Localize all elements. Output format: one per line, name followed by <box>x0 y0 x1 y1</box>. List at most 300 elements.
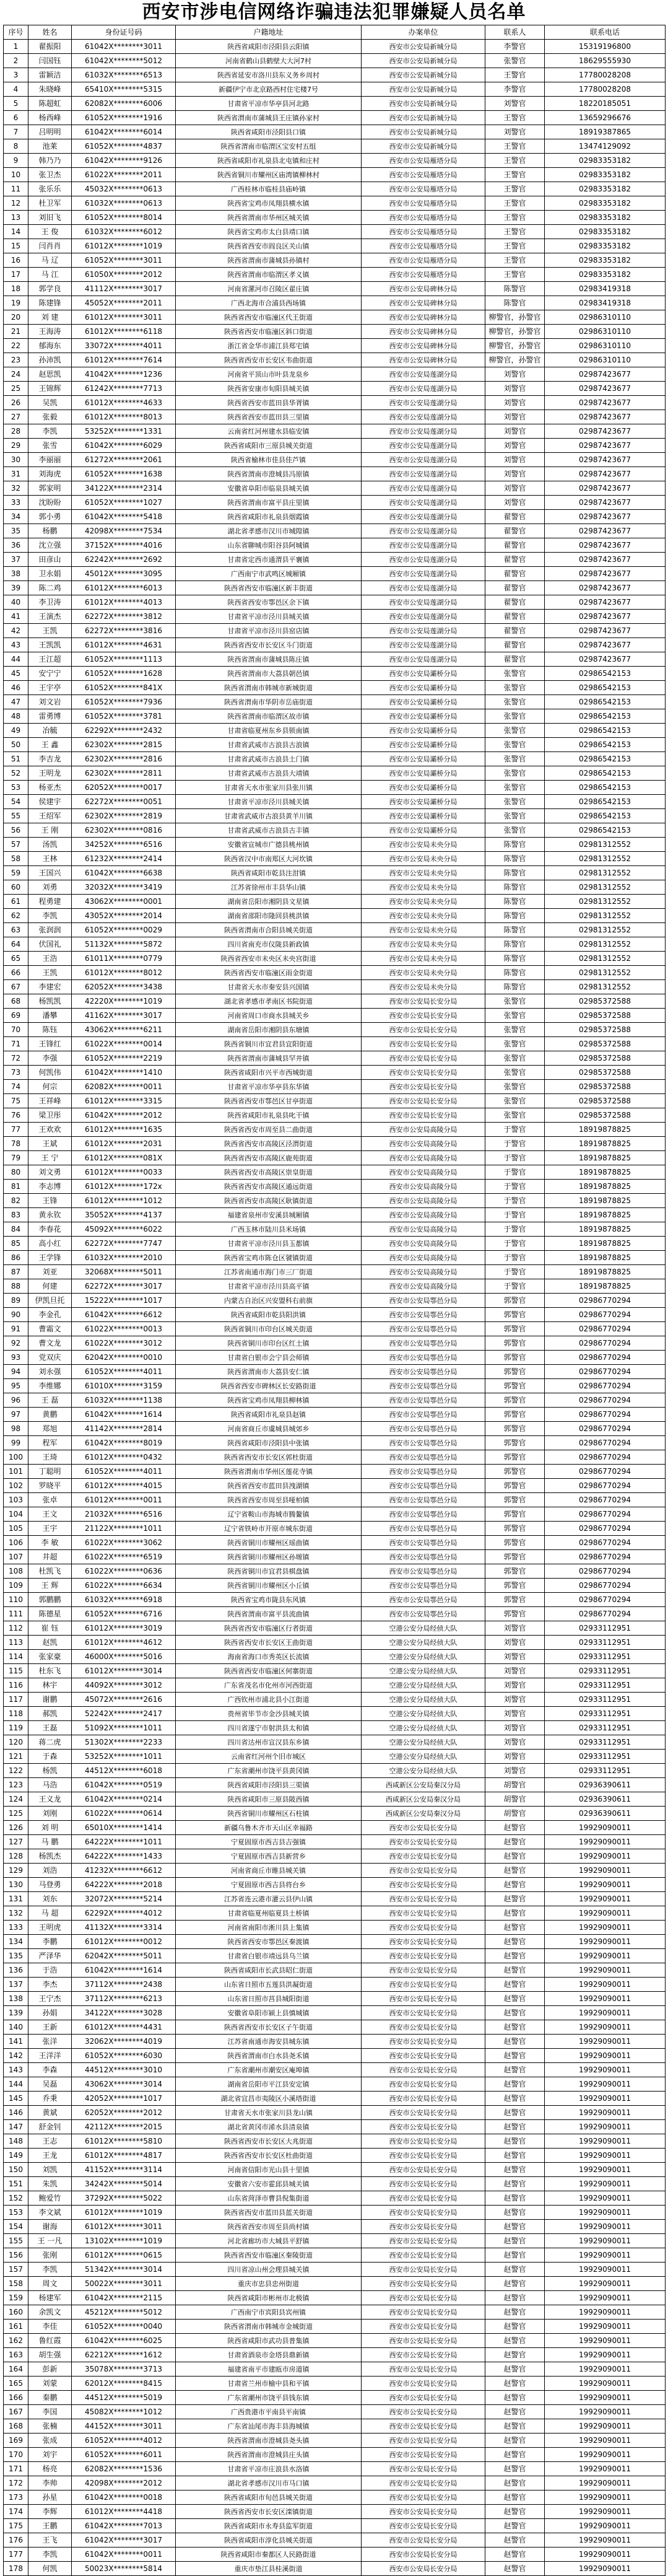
table-row <box>4 1308 666 1322</box>
row-name: 翟振阳 <box>28 40 72 54</box>
row-index: 164 <box>4 2362 28 2377</box>
row-phone: 02983353182 <box>545 154 666 168</box>
row-phone: 19929090011 <box>545 2206 666 2220</box>
table-row <box>4 1009 666 1023</box>
row-id-number: 61042X********2012 <box>72 1108 176 1123</box>
row-address: 陕西省铜川市宜君县宜阳街道 <box>176 1037 362 1051</box>
table-row <box>4 2533 666 2548</box>
row-unit: 西安市公安局长安分局 <box>362 1066 485 1080</box>
row-index: 74 <box>4 1080 28 1094</box>
row-id-number: 37152X********4016 <box>72 538 176 553</box>
row-index: 64 <box>4 937 28 952</box>
row-contact: 赵警官 <box>485 2419 545 2434</box>
row-contact: 郭警官 <box>485 1479 545 1493</box>
row-index: 48 <box>4 709 28 724</box>
row-phone: 19929090011 <box>545 2220 666 2234</box>
row-phone: 02986770294 <box>545 1308 666 1322</box>
row-name: 郭学良 <box>28 282 72 296</box>
row-name: 何凯伟 <box>28 1066 72 1080</box>
row-id-number: 62302X********2816 <box>72 752 176 766</box>
row-index: 47 <box>4 695 28 709</box>
row-phone: 02986542153 <box>545 781 666 795</box>
row-phone: 19929090011 <box>545 2234 666 2248</box>
row-id-number: 61042X********7013 <box>72 2519 176 2533</box>
row-contact: 王警官 <box>485 196 545 211</box>
row-unit: 西安市公安局鄠邑分局 <box>362 1550 485 1564</box>
row-phone: 02987423677 <box>545 524 666 538</box>
row-index: 135 <box>4 1949 28 1963</box>
row-index: 147 <box>4 2120 28 2134</box>
row-unit: 西安市公安局长安分局 <box>362 2562 485 2576</box>
row-phone: 02983353182 <box>545 182 666 196</box>
row-address: 陕西省咸阳市淳化县城关街道 <box>176 2533 362 2548</box>
row-contact: 于警官 <box>485 1151 545 1165</box>
row-name: 杜东飞 <box>28 1664 72 1678</box>
row-phone: 19929090011 <box>545 2163 666 2177</box>
row-id-number: 62302X********2815 <box>72 738 176 752</box>
row-index: 176 <box>4 2533 28 2548</box>
table-row <box>4 880 666 895</box>
row-phone: 19929090011 <box>545 2419 666 2434</box>
row-phone: 02933112951 <box>545 1678 666 1693</box>
row-name: 程勇建 <box>28 895 72 909</box>
row-phone: 02985372588 <box>545 1066 666 1080</box>
row-index: 13 <box>4 211 28 225</box>
row-name: 彭新 <box>28 2362 72 2377</box>
table-row <box>4 1792 666 1807</box>
row-index: 117 <box>4 1693 28 1707</box>
row-contact: 赵警官 <box>485 2391 545 2405</box>
row-address: 陕西省咸阳市礼泉县烟霞镇 <box>176 510 362 524</box>
row-id-number: 45012X********3095 <box>72 567 176 581</box>
row-index: 111 <box>4 1607 28 1621</box>
row-name: 王江超 <box>28 652 72 667</box>
row-unit: 西安市公安局长安分局 <box>362 1080 485 1094</box>
row-index: 59 <box>4 866 28 880</box>
row-unit: 西安市公安局长安分局 <box>362 2305 485 2320</box>
table-row <box>4 1222 666 1237</box>
table-row <box>4 1137 666 1151</box>
row-phone: 02987423677 <box>545 638 666 652</box>
table-row <box>4 1607 666 1621</box>
row-contact: 郭警官 <box>485 1564 545 1579</box>
row-id-number: 61052X********1113 <box>72 652 176 667</box>
row-unit: 空港公安分局经侦大队 <box>362 1721 485 1735</box>
table-row <box>4 2434 666 2448</box>
row-index: 21 <box>4 325 28 339</box>
row-address: 陕西省宝鸡市陇县东风镇 <box>176 1593 362 1607</box>
row-id-number: 61032X********6918 <box>72 1593 176 1607</box>
table-row <box>4 410 666 424</box>
row-unit: 西安市公安局高陵分局 <box>362 1137 485 1151</box>
row-contact: 刘警官 <box>485 1707 545 1721</box>
row-id-number: 61042X********5418 <box>72 510 176 524</box>
row-unit: 空港公安分局经侦大队 <box>362 1707 485 1721</box>
row-name: 刘海虎 <box>28 467 72 481</box>
table-row <box>4 681 666 695</box>
row-phone: 19929090011 <box>545 2305 666 2320</box>
row-name: 杨建军 <box>28 2291 72 2305</box>
row-name: 刘永强 <box>28 1365 72 1379</box>
row-id-number: 61022X********0636 <box>72 1564 176 1579</box>
row-phone: 02986770294 <box>545 1294 666 1308</box>
row-id-number: 15222X********1017 <box>72 1294 176 1308</box>
row-phone: 19929090011 <box>545 2562 666 2576</box>
table-row <box>4 1436 666 1450</box>
row-index: 55 <box>4 809 28 823</box>
row-address: 河南省南阳市淅川县上集镇 <box>176 1921 362 1935</box>
row-phone: 19929090011 <box>545 2063 666 2077</box>
row-address: 广西贵港市平南县平南镇 <box>176 2405 362 2419</box>
table-row <box>4 823 666 838</box>
table-row <box>4 1123 666 1137</box>
row-address: 甘肃省武威市古浪县黄羊川镇 <box>176 809 362 823</box>
table-row <box>4 1422 666 1436</box>
row-name: 刘亚 <box>28 1265 72 1279</box>
row-id-number: 34122X********2314 <box>72 481 176 496</box>
row-address: 陕西省西安市长安区韦曲街道 <box>176 353 362 367</box>
row-unit: 空港公安分局经侦大队 <box>362 1664 485 1678</box>
row-contact: 陈警官 <box>485 852 545 866</box>
table-row <box>4 296 666 310</box>
row-phone: 02986542153 <box>545 709 666 724</box>
row-name: 李春花 <box>28 1222 72 1237</box>
row-name: 王 鑫 <box>28 738 72 752</box>
row-index: 171 <box>4 2462 28 2476</box>
row-name: 杨亚杰 <box>28 781 72 795</box>
row-id-number: 61052X********0040 <box>72 2320 176 2334</box>
row-unit: 西安市公安局新城分局 <box>362 54 485 68</box>
row-phone: 02987423677 <box>545 581 666 595</box>
row-unit: 西安市公安局灞桥分局 <box>362 724 485 738</box>
row-phone: 19929090011 <box>545 2106 666 2120</box>
row-name: 王志 <box>28 2134 72 2149</box>
row-contact: 张警官 <box>485 809 545 823</box>
row-id-number: 35078X********3713 <box>72 2362 176 2377</box>
row-unit: 西安市公安局长安分局 <box>362 2362 485 2377</box>
row-address: 湖南省邵阳市隆回县桃洪镇 <box>176 909 362 923</box>
row-name: 沈盼盼 <box>28 496 72 510</box>
row-address: 甘肃省兰州市榆中县和平镇 <box>176 2377 362 2391</box>
table-row <box>4 2120 666 2134</box>
row-phone: 02986770294 <box>545 1507 666 1522</box>
row-contact: 赵警官 <box>485 1963 545 1978</box>
row-phone: 02986770294 <box>545 1408 666 1422</box>
row-address: 陕西省西安市长安区滦镇街道 <box>176 2505 362 2519</box>
row-index: 128 <box>4 1849 28 1864</box>
table-row <box>4 1579 666 1593</box>
row-phone: 02987423677 <box>545 453 666 467</box>
table-row <box>4 2149 666 2163</box>
row-phone: 02986770294 <box>545 1365 666 1379</box>
row-id-number: 51092X********1011 <box>72 1721 176 1735</box>
row-index: 95 <box>4 1379 28 1393</box>
row-address: 陕西省渭南市澄城县冯原镇 <box>176 467 362 481</box>
row-address: 甘肃省武威市古浪县古浪镇 <box>176 738 362 752</box>
row-address: 宁夏固原市西吉县吉强镇 <box>176 1835 362 1849</box>
row-name: 李志博 <box>28 1180 72 1194</box>
header-name: 姓名 <box>28 25 72 40</box>
row-index: 34 <box>4 510 28 524</box>
row-name: 李强 <box>28 1051 72 1066</box>
row-index: 138 <box>4 1992 28 2006</box>
row-phone: 02986770294 <box>545 1422 666 1436</box>
row-unit: 西安市公安局未央分局 <box>362 923 485 937</box>
row-index: 9 <box>4 154 28 168</box>
row-name: 王新 <box>28 2020 72 2035</box>
row-address: 陕西省西安市周至县哑柏镇 <box>176 1493 362 1507</box>
row-unit: 西安市公安局高陵分局 <box>362 1237 485 1251</box>
row-unit: 西安市公安局高陵分局 <box>362 1279 485 1294</box>
row-contact: 郭警官 <box>485 1579 545 1593</box>
row-id-number: 61012X********0615 <box>72 2248 176 2263</box>
row-phone: 02983353182 <box>545 268 666 282</box>
row-contact: 翟警官 <box>485 610 545 624</box>
row-index: 149 <box>4 2149 28 2163</box>
row-phone: 19929090011 <box>545 2405 666 2419</box>
row-id-number: 44512X********3010 <box>72 2063 176 2077</box>
row-phone: 02933112951 <box>545 1664 666 1678</box>
row-index: 57 <box>4 838 28 852</box>
table-row <box>4 1151 666 1165</box>
row-id-number: 61042X********1614 <box>72 1408 176 1422</box>
row-contact: 刘警官 <box>485 1750 545 1764</box>
table-row <box>4 852 666 866</box>
table-header-row <box>4 25 666 40</box>
row-index: 6 <box>4 111 28 125</box>
row-index: 122 <box>4 1764 28 1778</box>
row-id-number: 42052X********1017 <box>72 2092 176 2106</box>
table-row <box>4 1051 666 1066</box>
row-id-number: 61042X********0519 <box>72 1778 176 1792</box>
row-contact: 王警官 <box>485 268 545 282</box>
row-name: 刘 建 <box>28 310 72 325</box>
row-name: 王文 <box>28 1507 72 1522</box>
row-index: 77 <box>4 1123 28 1137</box>
row-contact: 郭警官 <box>485 1322 545 1336</box>
row-address: 湖南省岳阳市湘阴县东塘镇 <box>176 1023 362 1037</box>
row-index: 54 <box>4 795 28 809</box>
table-row <box>4 154 666 168</box>
row-name: 伊凯旦托 <box>28 1294 72 1308</box>
row-unit: 西安市公安局长安分局 <box>362 1051 485 1066</box>
row-name: 田彦山 <box>28 553 72 567</box>
row-index: 62 <box>4 909 28 923</box>
row-id-number: 61012X********4013 <box>72 595 176 610</box>
row-phone: 02987423677 <box>545 367 666 382</box>
row-unit: 西安市公安局长安分局 <box>362 2063 485 2077</box>
row-phone: 02986770294 <box>545 1564 666 1579</box>
row-address: 新疆伊宁市北京路西村住宅楼7号 <box>176 82 362 97</box>
row-name: 谢鹏 <box>28 1693 72 1707</box>
row-contact: 赵警官 <box>485 1864 545 1878</box>
row-address: 陕西省渭南市澄城县尧头镇 <box>176 2434 362 2448</box>
row-unit: 西安市公安局灞桥分局 <box>362 823 485 838</box>
row-address: 陕西省延安市洛川县东义务乡周村 <box>176 68 362 82</box>
row-name: 王绍军 <box>28 809 72 823</box>
row-name: 陈钰 <box>28 1023 72 1037</box>
row-address: 甘肃省天水市张家川县张川镇 <box>176 781 362 795</box>
row-name: 王凯 <box>28 624 72 638</box>
table-row <box>4 766 666 781</box>
row-id-number: 53252X********1011 <box>72 1750 176 1764</box>
row-index: 60 <box>4 880 28 895</box>
table-row <box>4 2220 666 2234</box>
row-name: 李金孔 <box>28 1308 72 1322</box>
row-address: 四川省遂宁市射洪县太和镇 <box>176 1721 362 1735</box>
row-address: 陕西省西安市鄠邑区甘亭街道 <box>176 1094 362 1108</box>
row-unit: 西安市公安局莲湖分局 <box>362 595 485 610</box>
row-index: 137 <box>4 1978 28 1992</box>
row-contact: 陈警官 <box>485 895 545 909</box>
row-index: 98 <box>4 1422 28 1436</box>
row-index: 82 <box>4 1194 28 1208</box>
row-address: 陕西省渭南市澄城县庄头镇 <box>176 2448 362 2462</box>
row-unit: 西安市公安局高陵分局 <box>362 1151 485 1165</box>
row-index: 10 <box>4 168 28 182</box>
row-address: 陕西省西安市长安区斗门街道 <box>176 638 362 652</box>
row-unit: 西安市公安局莲湖分局 <box>362 424 485 439</box>
row-phone: 02985372588 <box>545 994 666 1009</box>
row-contact: 赵警官 <box>485 1978 545 1992</box>
row-unit: 西安市公安局莲湖分局 <box>362 510 485 524</box>
row-id-number: 43062X********0001 <box>72 895 176 909</box>
row-index: 112 <box>4 1621 28 1636</box>
row-phone: 02987423677 <box>545 396 666 410</box>
row-name: 赵思凯 <box>28 367 72 382</box>
row-id-number: 61012X********3011 <box>72 2220 176 2234</box>
row-index: 150 <box>4 2163 28 2177</box>
row-contact: 赵警官 <box>485 2491 545 2505</box>
row-unit: 西安市公安局鄠邑分局 <box>362 1493 485 1507</box>
row-unit: 西安市公安局未央分局 <box>362 838 485 852</box>
row-contact: 刘警官 <box>485 396 545 410</box>
row-name: 王 宁 <box>28 1151 72 1165</box>
row-phone: 02987423677 <box>545 510 666 524</box>
row-id-number: 43052X********2014 <box>72 909 176 923</box>
table-row <box>4 1507 666 1522</box>
row-address: 陕西省汉中市南郑区大河坎镇 <box>176 852 362 866</box>
header-address: 户籍地址 <box>176 25 362 40</box>
row-id-number: 61042X********0018 <box>72 2491 176 2505</box>
row-index: 90 <box>4 1308 28 1322</box>
row-unit: 西安市公安局雁塔分局 <box>362 182 485 196</box>
row-contact: 郭警官 <box>485 1550 545 1564</box>
row-unit: 西安市公安局长安分局 <box>362 2149 485 2163</box>
row-id-number: 42112X********2015 <box>72 2120 176 2134</box>
table-row <box>4 2448 666 2462</box>
row-contact: 赵警官 <box>485 2434 545 2448</box>
row-address: 甘肃省武威市古浪县土门镇 <box>176 752 362 766</box>
row-id-number: 41152X********3114 <box>72 2163 176 2177</box>
row-name: 于森 <box>28 1750 72 1764</box>
row-unit: 西安市公安局长安分局 <box>362 2533 485 2548</box>
row-unit: 空港公安分局经侦大队 <box>362 1750 485 1764</box>
row-index: 73 <box>4 1066 28 1080</box>
row-phone: 19929090011 <box>545 1963 666 1978</box>
row-contact: 郭警官 <box>485 1436 545 1450</box>
row-id-number: 42220X********1019 <box>72 994 176 1009</box>
row-id-number: 21032X********6516 <box>72 1507 176 1522</box>
row-name: 李维娜 <box>28 1379 72 1393</box>
row-name: 王斌 <box>28 1137 72 1151</box>
row-unit: 西安市公安局莲湖分局 <box>362 382 485 396</box>
row-contact: 陈警官 <box>485 296 545 310</box>
row-index: 29 <box>4 439 28 453</box>
row-address: 陕西省宝鸡市凤翔县横水镇 <box>176 196 362 211</box>
table-row <box>4 610 666 624</box>
row-name: 吴磊 <box>28 2077 72 2092</box>
row-unit: 西安市公安局莲湖分局 <box>362 481 485 496</box>
row-unit: 西安市公安局未央分局 <box>362 966 485 980</box>
row-unit: 西安市公安局新城分局 <box>362 111 485 125</box>
row-contact: 于警官 <box>485 1208 545 1222</box>
table-row <box>4 2519 666 2533</box>
row-phone: 02986770294 <box>545 1379 666 1393</box>
row-unit: 西安市公安局莲湖分局 <box>362 610 485 624</box>
row-index: 80 <box>4 1165 28 1180</box>
table-row <box>4 1593 666 1607</box>
row-unit: 西安市公安局高陵分局 <box>362 1165 485 1180</box>
row-name: 张毅 <box>28 410 72 424</box>
row-phone: 02986770294 <box>545 1522 666 1536</box>
row-contact: 张警官 <box>485 781 545 795</box>
row-id-number: 62042X********5011 <box>72 1949 176 1963</box>
table-row <box>4 1821 666 1835</box>
row-name: 张卓 <box>28 1493 72 1507</box>
row-unit: 西安市公安局莲湖分局 <box>362 467 485 481</box>
row-address: 陕西省咸阳市泾阳县中张镇 <box>176 1436 362 1450</box>
row-id-number: 44092X********3012 <box>72 1678 176 1693</box>
row-id-number: 45032X********0613 <box>72 182 176 196</box>
table-row <box>4 2049 666 2063</box>
row-unit: 西安市公安局长安分局 <box>362 2234 485 2248</box>
row-id-number: 37292X********5022 <box>72 2191 176 2206</box>
table-row <box>4 253 666 268</box>
row-id-number: 61012X********4431 <box>72 2020 176 2035</box>
row-address: 陕西省渭南市韩城市金城街道 <box>176 2320 362 2334</box>
row-phone: 02985372588 <box>545 1108 666 1123</box>
row-id-number: 61052X********4837 <box>72 139 176 154</box>
row-id-number: 61012X********0432 <box>72 1450 176 1465</box>
table-row <box>4 111 666 125</box>
row-contact: 张警官 <box>485 1037 545 1051</box>
table-row <box>4 1778 666 1792</box>
row-phone: 02986770294 <box>545 1465 666 1479</box>
row-name: 张乐乐 <box>28 182 72 196</box>
table-row <box>4 2419 666 2434</box>
row-index: 27 <box>4 410 28 424</box>
row-phone: 02983353182 <box>545 211 666 225</box>
row-name: 曹霜文 <box>28 1322 72 1336</box>
row-unit: 西安市公安局碑林分局 <box>362 282 485 296</box>
row-index: 68 <box>4 994 28 1009</box>
row-unit: 西安市公安局灞桥分局 <box>362 752 485 766</box>
row-phone: 19929090011 <box>545 2035 666 2049</box>
row-address: 陕西省咸阳市泾阳县三渠镇 <box>176 1778 362 1792</box>
row-contact: 赵警官 <box>485 2320 545 2334</box>
row-address: 甘肃省武威市古浪县大靖镇 <box>176 766 362 781</box>
row-unit: 西安市公安局雁塔分局 <box>362 268 485 282</box>
row-contact: 赵警官 <box>485 2220 545 2234</box>
row-index: 178 <box>4 2562 28 2576</box>
table-row <box>4 139 666 154</box>
row-index: 172 <box>4 2476 28 2491</box>
row-contact: 陈警官 <box>485 909 545 923</box>
row-id-number: 61022X********3012 <box>72 1336 176 1351</box>
row-contact: 于警官 <box>485 1165 545 1180</box>
row-name: 张成 <box>28 2434 72 2448</box>
